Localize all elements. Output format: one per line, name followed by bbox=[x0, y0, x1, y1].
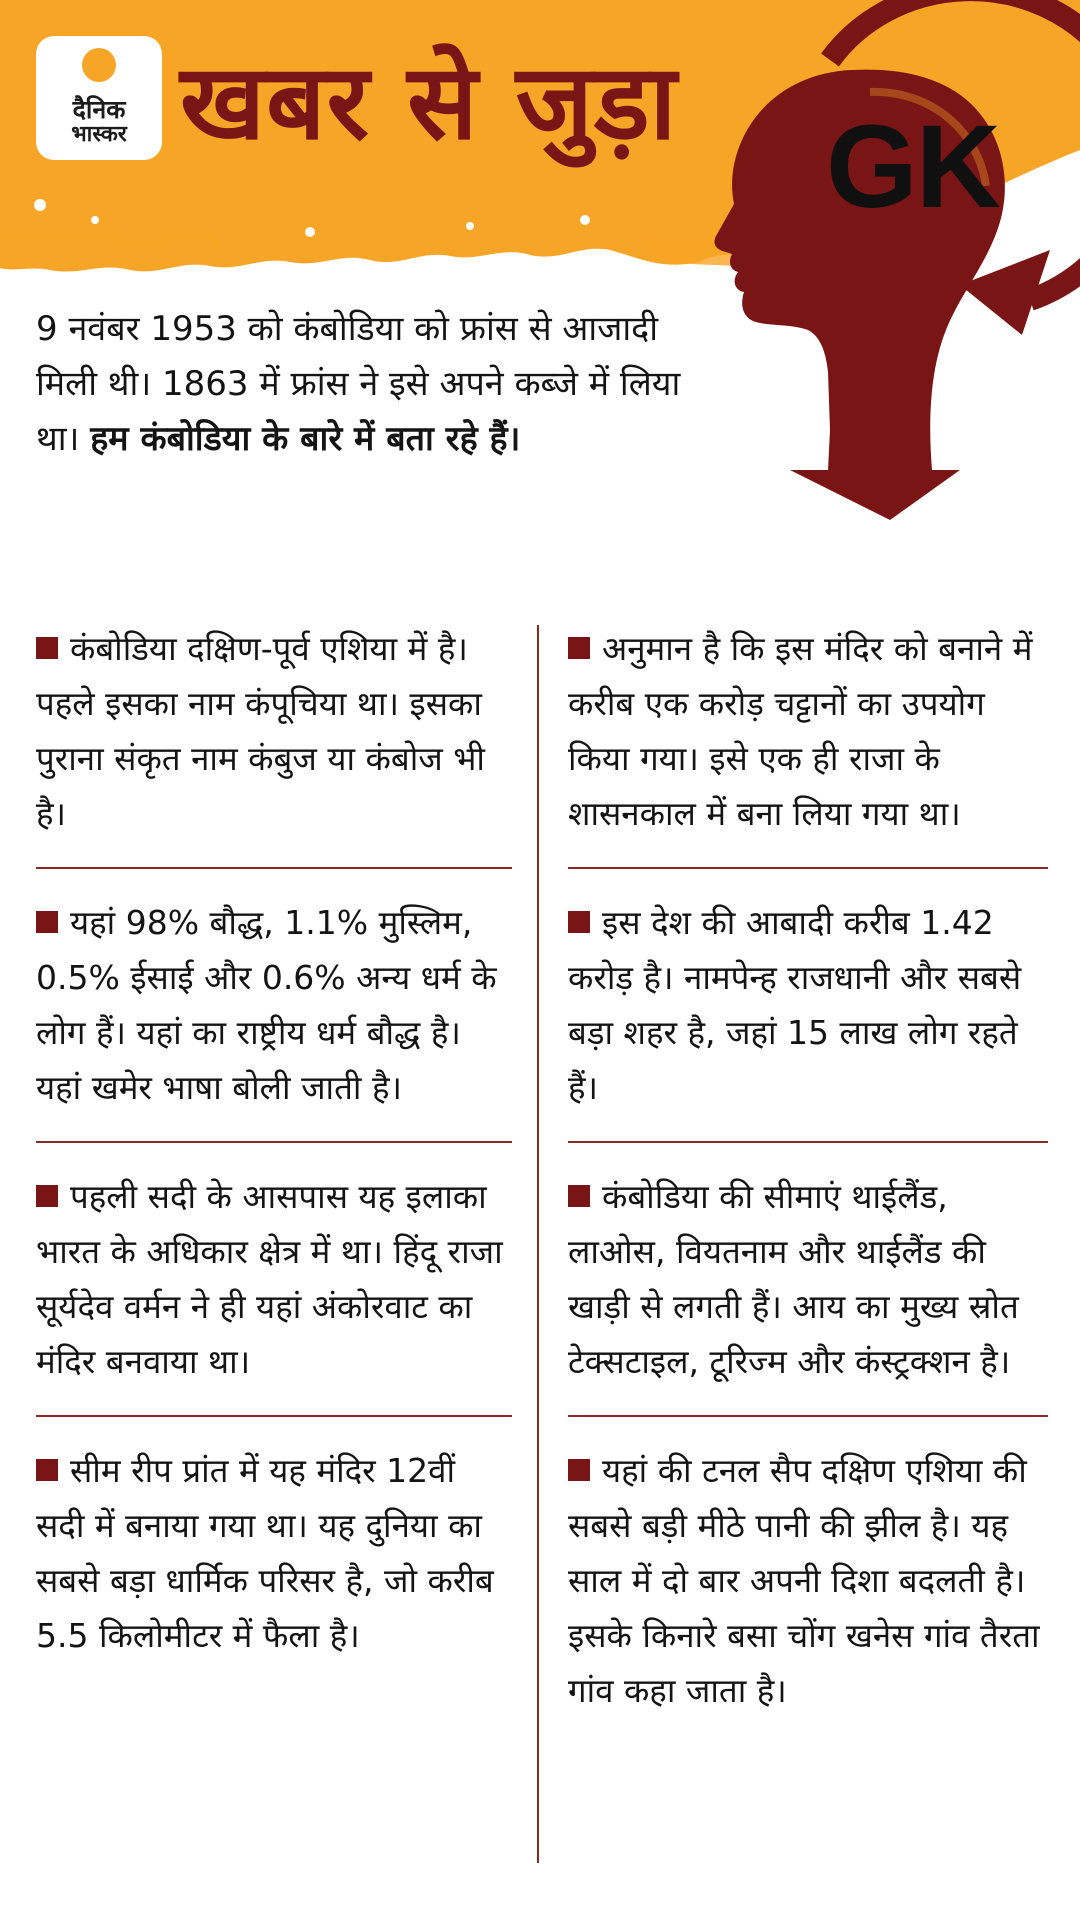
fact-item bbox=[36, 1163, 512, 1407]
fact-separator bbox=[568, 1415, 1048, 1417]
square-bullet-icon bbox=[36, 1459, 58, 1481]
facts-column-left bbox=[36, 615, 512, 1681]
square-bullet-icon bbox=[568, 637, 590, 659]
fact-text: इस देश की आबादी करीब 1.42 करोड़ है। नामपेन्ह राजधानी और सबसे बड़ा शहर है, जहां 15 लाख लोग रहते हैं। bbox=[568, 903, 1022, 1107]
fact-separator bbox=[36, 867, 512, 869]
fact-item bbox=[36, 615, 512, 859]
fact-text: अनुमान है कि इस मंदिर को बनाने में करीब एक करोड़ चट्टानों का उपयोग किया गया। इसे एक ही राजा के शासनकाल में बना लिया गया था। bbox=[568, 629, 1033, 833]
square-bullet-icon bbox=[568, 911, 590, 933]
intro-paragraph bbox=[36, 302, 696, 467]
fact-text: कंबोडिया दक्षिण-पूर्व एशिया में है। पहले इसका नाम कंपूचिया था। इसका पुराना संकृत नाम कंबुज या कंबोज भी है। bbox=[36, 629, 485, 833]
logo-line2: भास्कर bbox=[71, 121, 127, 147]
square-bullet-icon bbox=[36, 1185, 58, 1207]
fact-separator bbox=[568, 867, 1048, 869]
square-bullet-icon bbox=[568, 1185, 590, 1207]
fact-item bbox=[568, 1437, 1048, 1736]
fact-text: पहली सदी के आसपास यह इलाका भारत के अधिकार क्षेत्र में था। हिंदू राजा सूर्यदेव वर्मन ने ही यहां अंकोरवाट का मंदिर बनवाया था। bbox=[36, 1177, 503, 1381]
fact-item bbox=[36, 1437, 512, 1681]
fact-text: सीम रीप प्रांत में यह मंदिर 12वीं सदी में बनाया गया था। यह दुनिया का सबसे बड़ा धार्मिक परिसर है, जो करीब 5.5 किलोमीटर में फैला है। bbox=[36, 1451, 494, 1655]
facts-column-right bbox=[568, 615, 1048, 1736]
dainik-bhaskar-logo bbox=[36, 36, 162, 160]
fact-item bbox=[36, 889, 512, 1133]
intro-text: 9 नवंबर 1953 को कंबोडिया को फ्रांस से आजादी मिली थी। 1863 में फ्रांस ने इसे अपने कब्जे में लिया था। bbox=[36, 309, 681, 459]
fact-item bbox=[568, 1163, 1048, 1407]
fact-separator bbox=[36, 1415, 512, 1417]
square-bullet-icon bbox=[36, 911, 58, 933]
logo-sun-icon bbox=[82, 48, 116, 82]
fact-item bbox=[568, 889, 1048, 1133]
column-divider bbox=[537, 625, 539, 1863]
fact-separator bbox=[568, 1141, 1048, 1143]
fact-item bbox=[568, 615, 1048, 859]
square-bullet-icon bbox=[568, 1459, 590, 1481]
fact-separator bbox=[36, 1141, 512, 1143]
logo-line1: दैनिक bbox=[72, 94, 126, 124]
fact-text: कंबोडिया की सीमाएं थाईलैंड, लाओस, वियतनाम और थाईलैंड की खाड़ी से लगती हैं। आय का मुख्य स्रोत टेक्सटाइल, टूरिज्म और कंस्ट्रक्शन है। bbox=[568, 1177, 1019, 1381]
fact-text: यहां 98% बौद्ध, 1.1% मुस्लिम, 0.5% ईसाई और 0.6% अन्य धर्म के लोग हैं। यहां का राष्ट्रीय धर्म बौद्ध है। यहां खमेर भाषा बोली जाती है। bbox=[36, 903, 497, 1107]
square-bullet-icon bbox=[36, 637, 58, 659]
gk-badge: GK bbox=[826, 101, 999, 233]
fact-text: यहां की टनल सैप दक्षिण एशिया की सबसे बड़ी मीठे पानी की झील है। यह साल में दो बार अपनी दिशा बदलती है। इसके किनारे बसा चोंग खनेस गांव तैरता गांव कहा जाता है। bbox=[568, 1451, 1040, 1710]
headline: खबर से जुड़ा bbox=[180, 41, 678, 163]
intro-bold-text: हम कंबोडिया के बारे में बता रहे हैं। bbox=[90, 419, 521, 459]
